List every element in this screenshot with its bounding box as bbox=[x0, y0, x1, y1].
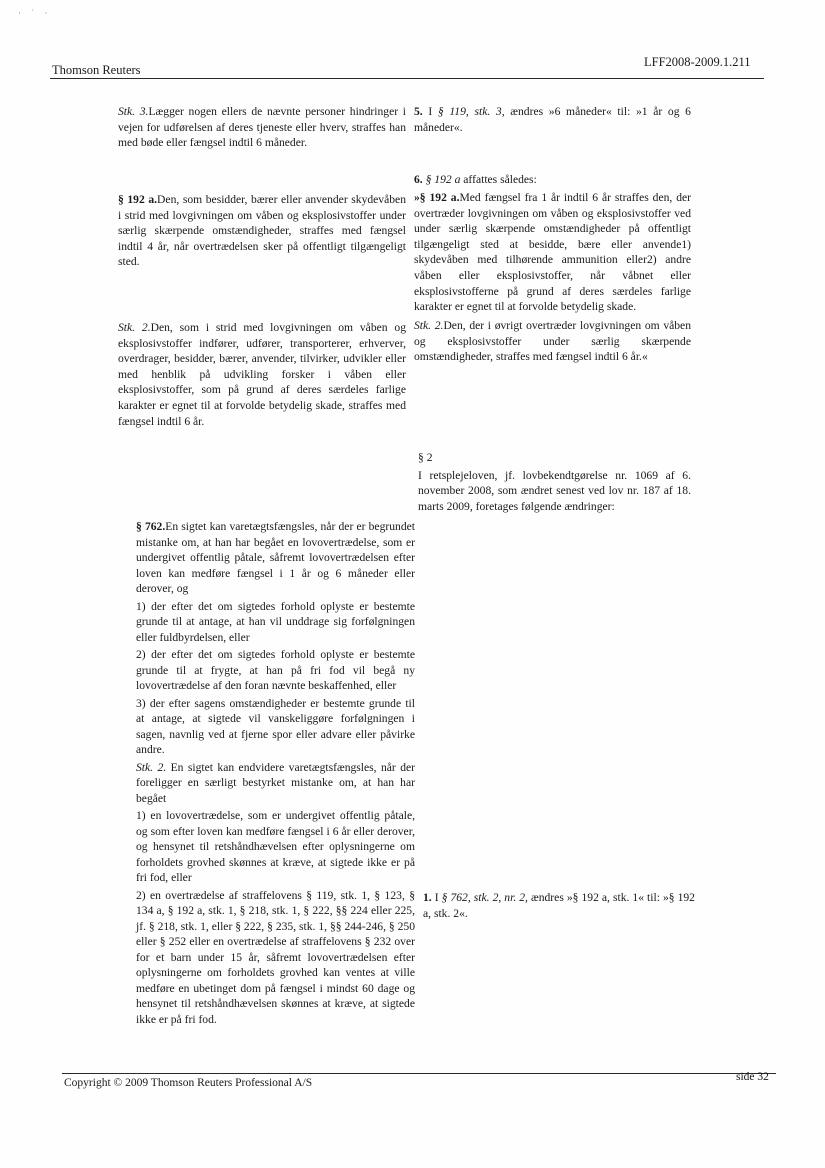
header-rule bbox=[50, 78, 764, 79]
list-item-3: 3) der efter sagens omstændigheder er bestemte grunde til at antage, at sigtede vil vanskeliggøre forfølgningen i sagen, navnlig ved at fjerne spor eller advare eller påvirke andre. bbox=[136, 696, 415, 756]
section-2 bbox=[418, 450, 691, 514]
scan-specks: · ˙ · bbox=[18, 8, 52, 18]
amendment-reference: § 192 a bbox=[425, 173, 461, 186]
footer-copyright: Copyright © 2009 Thomson Reuters Professional A/S bbox=[64, 1077, 313, 1089]
stk2-text: Den, som i strid med lovgivningen om våben og eksplosivstoffer indfører, udfører, transporterer, erhverver, overdrager, besidder, bærer, anvender, tilvirker, udvikler eller med henblik på udvikling forsker i våben eller eksplosivstoffer, som på grund af deres særdeles farlige karakter er egnet til at forvolde betydelig skade, straffes med fængsel indtil 6 år. bbox=[118, 321, 407, 428]
section-label: »§ 192 a. bbox=[414, 191, 460, 204]
amendment-prefix: I bbox=[422, 105, 438, 118]
amendment-text: ændres »6 måneder« til: »1 år og 6 måneder«. bbox=[414, 105, 691, 134]
amendment-number: 6. bbox=[414, 173, 423, 186]
list-item-5: 2) en overtrædelse af straffelovens § 119, stk. 1, § 123, § 134 a, § 192 a, stk. 1, § 218, stk. 1, § 222, §§ 224 eller 225, jf. § 218, stk. 1, eller § 222, § 235, stk. 1, §§ 244-246, § 250 eller § 252 eller en overtrædelse af straffelovens § 232 over for et barn under 15 år, såfremt lovovertrædelsen efter oplysningerne om forholdets grovhed kan ventes at ville medføre en ubetinget dom på fængsel i mindst 60 dage og hensynet til retshåndhævelsen skønnes at kræve, at sigtede ikke er på fri fod. bbox=[136, 888, 415, 1026]
section-2-heading: § 2 bbox=[418, 451, 433, 464]
stk3-paragraph bbox=[118, 104, 406, 151]
list-item-2: 2) der efter det om sigtedes forhold oplyste er bestemte grunde til at frygte, at han på fri fod vil begå ny lovovertrædelse af den foran nævnte beskaffenhed, eller bbox=[136, 648, 415, 692]
section-192a-current bbox=[118, 192, 406, 270]
amendment-text: affattes således: bbox=[460, 173, 537, 186]
stk-label: Stk. 2. bbox=[118, 321, 151, 334]
stk-label: Stk. 3. bbox=[118, 105, 149, 118]
amendment-prefix: I bbox=[431, 891, 442, 904]
amendment-762 bbox=[423, 890, 695, 921]
stk2-text: Den, der i øvrigt overtræder lovgivningen om våben og eksplosivstoffer under særlig skærpende omstændigheder, straffes med fængsel indtil 6 år.« bbox=[414, 319, 692, 364]
section-label: § 762. bbox=[136, 520, 166, 533]
footer-page-number: side 32 bbox=[736, 1071, 769, 1083]
section-text: Den, som besidder, bærer eller anvender skydevåben i strid med lovgivningen om våben og eksplosivstoffer under særlig skærpende omstændigheder, straffes med fængsel indtil 4 år, når overtrædelsen sker på offentligt tilgængeligt sted. bbox=[118, 193, 406, 269]
amendment-number: 5. bbox=[414, 105, 423, 118]
footer-rule bbox=[62, 1073, 776, 1074]
amendment-reference: § 119, stk. 3, bbox=[437, 105, 505, 118]
stk2-current bbox=[118, 320, 406, 429]
section-label: § 192 a. bbox=[118, 193, 158, 206]
section-192a-new bbox=[414, 190, 691, 315]
stk2-new bbox=[414, 318, 691, 365]
stk3-text: Lægger nogen ellers de nævnte personer hindringer i vejen for udførelsen af deres tjeneste eller hverv, straffes han med bøde eller fængsel indtil 6 måneder. bbox=[118, 105, 406, 150]
amendment-number: 1. bbox=[423, 891, 432, 904]
stk-label: Stk. 2. bbox=[136, 760, 167, 774]
amendment-6-heading bbox=[414, 172, 691, 188]
section-intro: En sigtet kan varetægtsfængsles, når der er begrundet mistanke om, at han har begået en lovovertrædelse, som er undergivet offentlig påtale, såfremt lovovertrædelsen efter loven kan medføre fængsel i 1 år og 6 måneder eller derover, og bbox=[136, 520, 415, 595]
list-item-4: 1) en lovovertrædelse, som er undergivet offentlig påtale, og som efter loven kan medføre fængsel i 6 år eller derover, og hensynet til retshåndhævelsen efter oplysningerne om forholdets grovhed skønnes at kræve, at sigtede ikke er på fri fod, eller bbox=[136, 809, 415, 884]
section-2-text: I retsplejeloven, jf. lovbekendtgørelse nr. 1069 af 6. november 2008, som ændret senest ved lov nr. 187 af 18. marts 2009, foretages følgende ændringer: bbox=[418, 468, 691, 513]
header-publisher: Thomson Reuters bbox=[52, 63, 141, 77]
section-text: Med fængsel fra 1 år indtil 6 år straffes den, der overtræder lovgivningen om våben og eksplosivstoffer ved under særlig skærpende omstændigheder på offentligt tilgængeligt sted at besidde, bære eller anvende1) skydevåben med tilhørende ammunition eller2) andre våben eller eksplosivstoffer, når våbnet eller eksplosivstofferne på grund af deres særdeles farlige karakter er egnet til at forvolde betydelig skade. bbox=[414, 191, 691, 314]
stk-label: Stk. 2. bbox=[414, 319, 444, 332]
amendment-text: ændres »§ 192 a, stk. 1« til: »§ 192 a, stk. 2«. bbox=[423, 891, 695, 920]
header-document-id: LFF2008-2009.1.211 bbox=[644, 55, 751, 69]
list-item-1: 1) der efter det om sigtedes forhold oplyste er bestemte grunde til at antage, at han vil unddrage sig forfølgningen eller fuldbyrdelsen, eller bbox=[136, 599, 415, 644]
stk-text: En sigtet kan endvidere varetægtsfængsles, når der foreligger en særligt bestyrket mistanke om, at han har begået bbox=[136, 760, 416, 805]
amendment-5 bbox=[414, 104, 691, 135]
amendment-reference: § 762, stk. 2, nr. 2, bbox=[441, 891, 528, 904]
section-762-current bbox=[136, 519, 415, 1027]
